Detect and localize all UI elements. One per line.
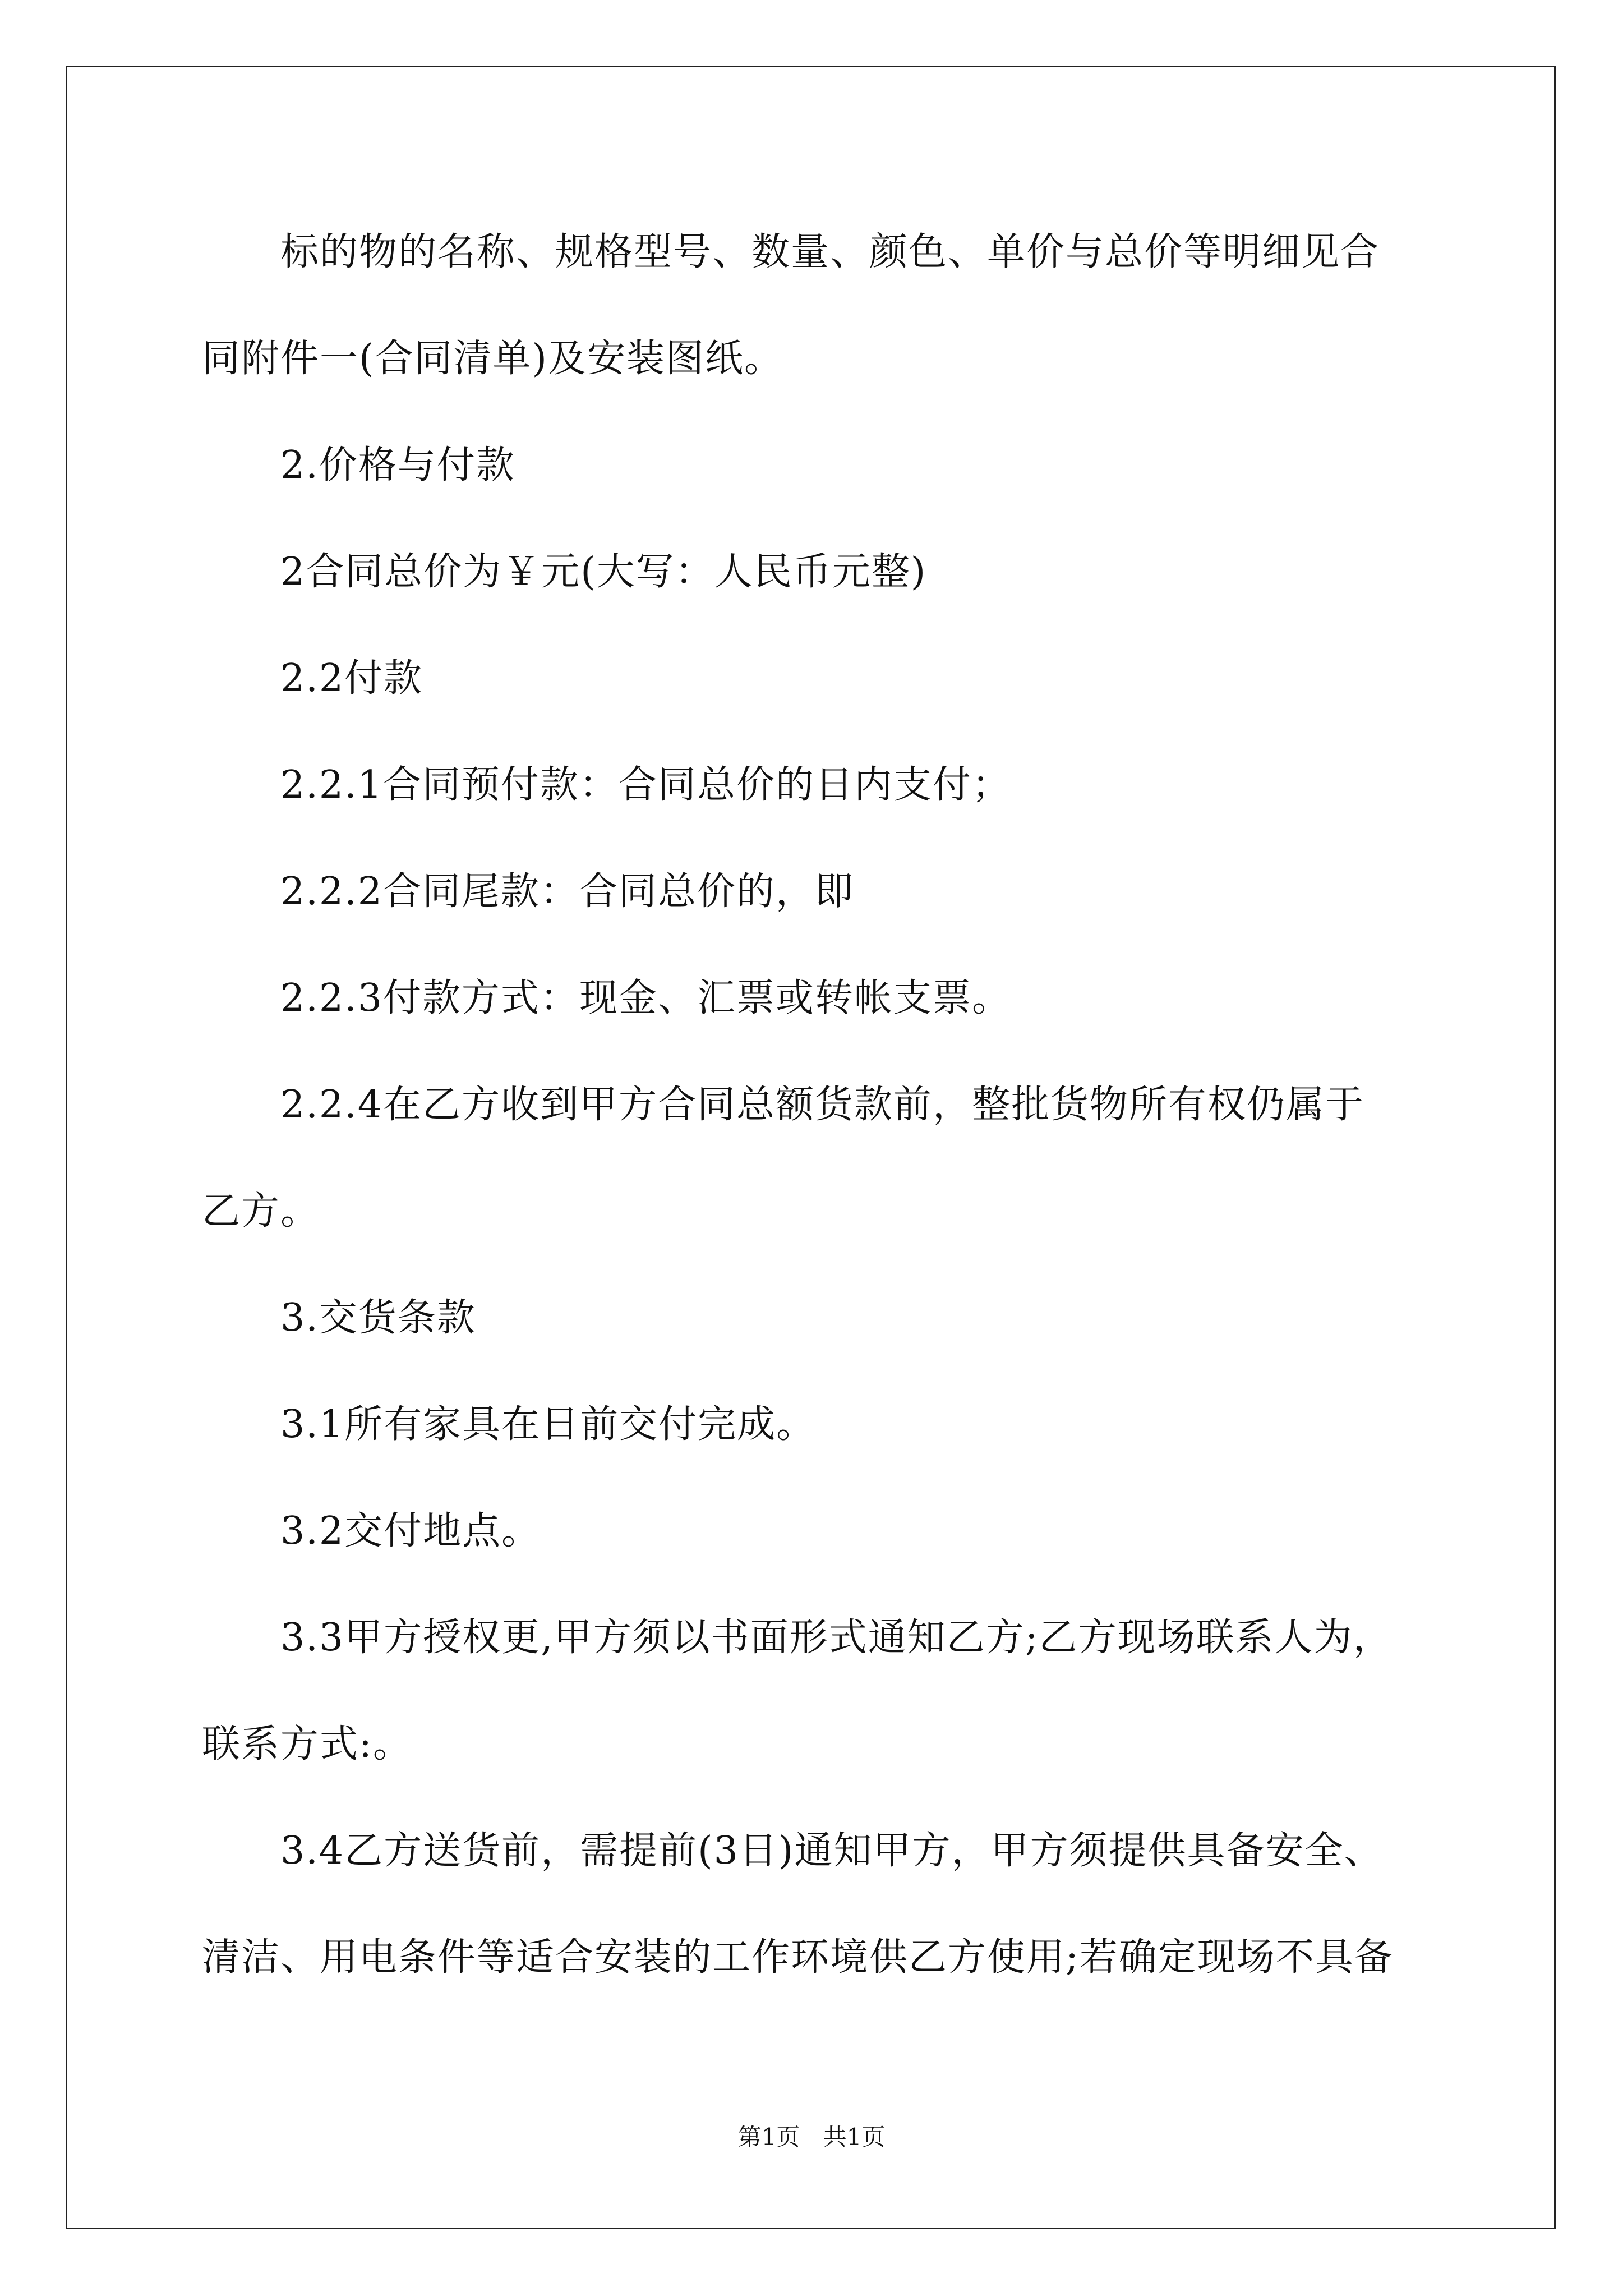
paragraph-line: 同附件一(合同清单)及安装图纸。 bbox=[202, 337, 784, 381]
page-border bbox=[66, 66, 1556, 2229]
paragraph-line: 3.3甲方授权更,甲方须以书面形式通知乙方;乙方现场联系人为， bbox=[280, 1616, 1393, 1660]
paragraph-line: 清洁、用电条件等适合安装的工作环境供乙方使用;若确定现场不具备 bbox=[202, 1935, 1394, 1980]
paragraph-line: 2.2付款 bbox=[280, 656, 423, 701]
section-heading: 3.交货条款 bbox=[280, 1296, 476, 1340]
paragraph-line: 2合同总价为￥元(大写：人民币元整) bbox=[280, 550, 927, 594]
section-heading: 2.价格与付款 bbox=[280, 443, 515, 487]
paragraph-line: 3.4乙方送货前，需提前(3日)通知甲方，甲方须提供具备安全、 bbox=[280, 1829, 1384, 1873]
page-number-total: 共1页 bbox=[823, 2123, 886, 2151]
page-number-current: 第1页 bbox=[737, 2123, 800, 2151]
paragraph-line: 2.2.4在乙方收到甲方合同总额货款前，整批货物所有权仍属于 bbox=[280, 1083, 1365, 1127]
paragraph-line: 乙方。 bbox=[202, 1189, 320, 1234]
paragraph-line: 标的物的名称、规格型号、数量、颜色、单价与总价等明细见合 bbox=[280, 230, 1380, 274]
paragraph-line: 3.2交付地点。 bbox=[280, 1509, 541, 1553]
paragraph-line: 联系方式:。 bbox=[202, 1722, 412, 1766]
paragraph-line: 2.2.1合同预付款：合同总价的日内支付； bbox=[280, 763, 1012, 807]
page-footer bbox=[0, 2123, 1623, 2151]
paragraph-line: 2.2.2合同尾款：合同总价的，即 bbox=[280, 869, 855, 914]
paragraph-line: 3.1所有家具在日前交付完成。 bbox=[280, 1402, 816, 1447]
paragraph-line: 2.2.3付款方式：现金、汇票或转帐支票。 bbox=[280, 976, 1012, 1020]
